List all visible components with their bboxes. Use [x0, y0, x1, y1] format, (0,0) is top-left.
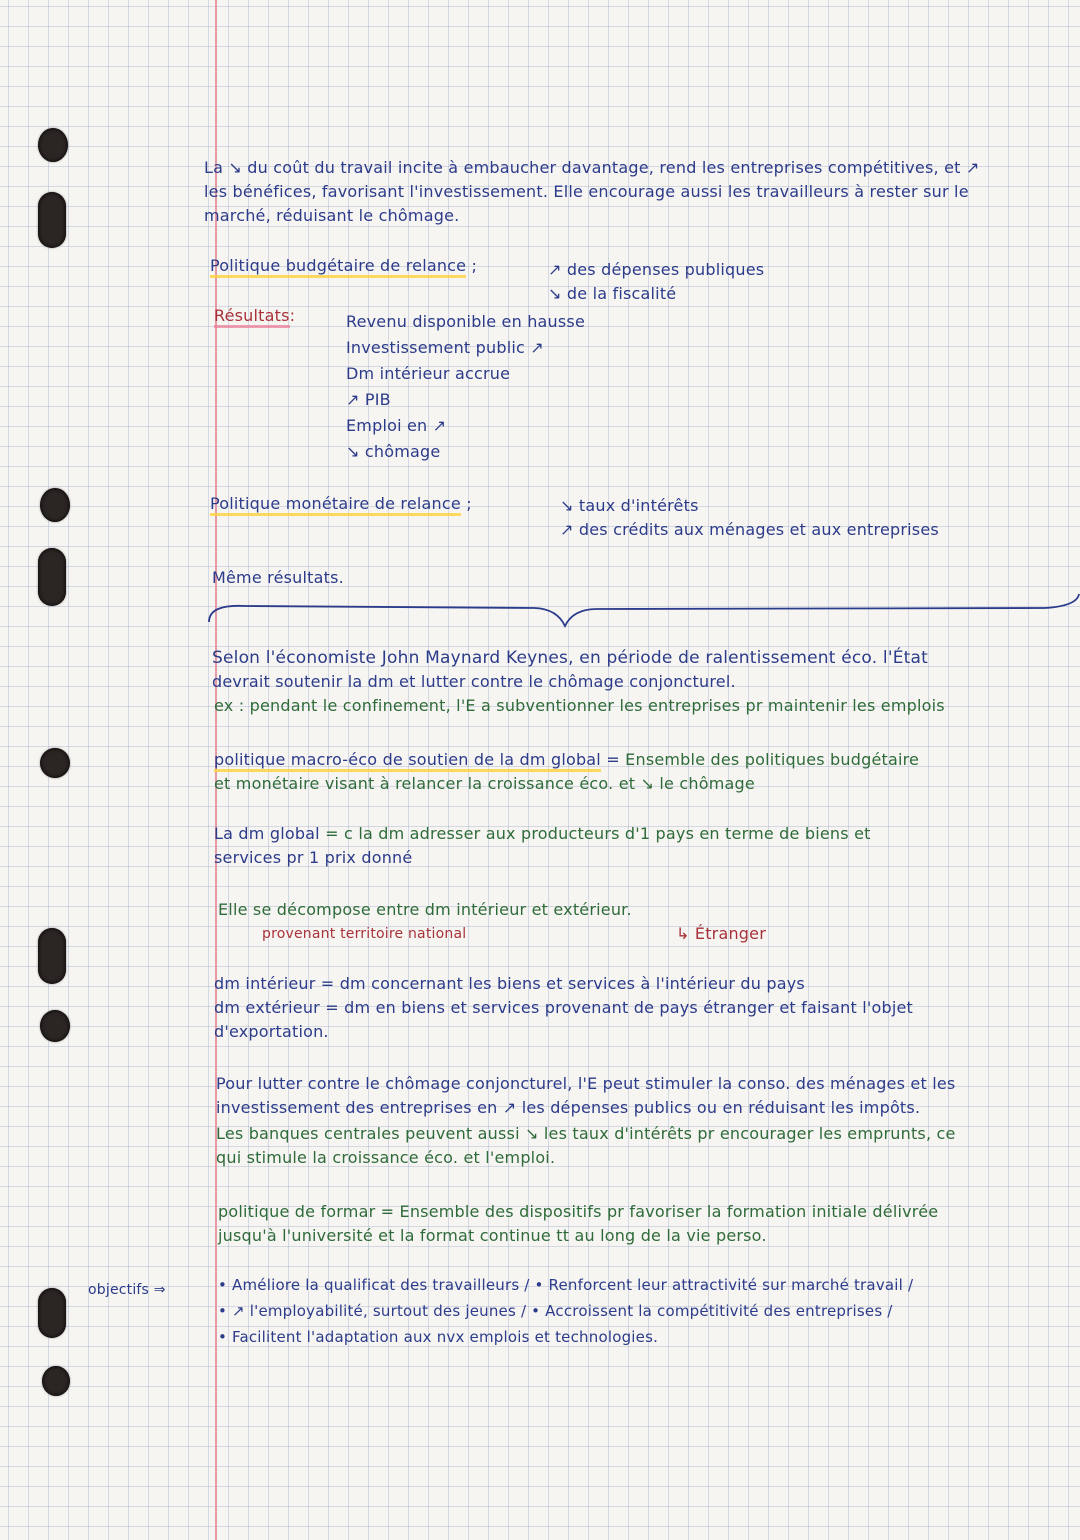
formation-def: politique de formar = Ensemble des dispositifs pr favoriser la formation initiale délivrée — [218, 1202, 939, 1221]
same-results: Même résultats. — [212, 568, 344, 587]
binder-hole — [38, 548, 66, 606]
keynes-line: Selon l'économiste John Maynard Keynes, en période de ralentissement éco. l'État — [212, 648, 929, 668]
result-item: Dm intérieur accrue — [346, 364, 511, 383]
objectives-label: objectifs ⇒ — [88, 1282, 166, 1298]
fight-line: investissement des entreprises en ↗ les dépenses publics ou en réduisant les impôts. — [216, 1098, 921, 1117]
brace-separator — [205, 592, 1080, 632]
result-item: Revenu disponible en hausse — [346, 312, 585, 331]
binder-hole — [38, 128, 68, 162]
monetary-policy-sep: ; — [466, 494, 472, 513]
result-item: ↘ chômage — [346, 442, 441, 461]
fight-line: Pour lutter contre le chômage conjoncturel, l'E peut stimuler la conso. des ménages et les — [216, 1074, 956, 1093]
result-item: Investissement public ↗ — [346, 338, 544, 357]
fight-line: qui stimule la croissance éco. et l'emploi. — [216, 1148, 556, 1167]
intro-line: marché, réduisant le chômage. — [204, 206, 460, 225]
monetary-policy-title — [210, 494, 472, 513]
objective-line: • ↗ l'employabilité, surtout des jeunes / • Accroissent la compétitivité des entreprises / — [218, 1302, 893, 1320]
dm-global-term: La dm global — [214, 824, 320, 843]
keynes-example: ex : pendant le confinement, l'E a subventionner les entreprises pr maintenir les emplois — [214, 696, 945, 715]
results-sep: : — [289, 306, 296, 325]
result-item: Emploi en ↗ — [346, 416, 447, 435]
budget-policy-label: Politique budgétaire de relance — [210, 256, 466, 278]
macro-def-line1: Ensemble des politiques budgétaire — [625, 750, 920, 769]
monetary-item: ↗ des crédits aux ménages et aux entreprises — [560, 520, 939, 539]
formation-def: jusqu'à l'université et la format continue tt au long de la vie perso. — [218, 1226, 767, 1245]
monetary-item: ↘ taux d'intérêts — [560, 496, 699, 515]
intro-line: La ↘ du coût du travail incite à embaucher davantage, rend les entreprises compétitives, et ↗ — [204, 158, 980, 177]
keynes-line: devrait soutenir la dm et lutter contre le chômage conjoncturel. — [212, 672, 736, 691]
binder-hole — [38, 928, 66, 984]
budget-policy-sep: ; — [471, 256, 478, 275]
budget-item: ↘ de la fiscalité — [548, 284, 677, 303]
fight-line: Les banques centrales peuvent aussi ↘ les taux d'intérêts pr encourager les emprunts, ce — [216, 1124, 956, 1143]
results-label: Résultats — [214, 306, 290, 328]
dm-global-def — [214, 824, 871, 843]
note-exterior: ↳ Étranger — [676, 924, 766, 943]
binder-hole — [40, 488, 70, 522]
binder-hole — [38, 1288, 66, 1338]
macro-def-line2: et monétaire visant à relancer la croissance éco. et ↘ le chômage — [214, 774, 755, 793]
binder-hole — [40, 1010, 70, 1042]
dm-interior-def: dm intérieur = dm concernant les biens et services à l'intérieur du pays — [214, 974, 805, 993]
binder-hole — [42, 1366, 70, 1396]
budget-policy-title — [210, 256, 477, 275]
dm-global-line2: services pr 1 prix donné — [214, 848, 413, 867]
dm-exterior-def-cont: d'exportation. — [214, 1022, 329, 1041]
monetary-policy-label: Politique monétaire de relance — [210, 494, 461, 516]
binder-hole — [40, 748, 70, 778]
macro-term: politique macro-éco de soutien de la dm global — [214, 750, 601, 772]
objective-line: • Facilitent l'adaptation aux nvx emplois et technologies. — [218, 1328, 659, 1346]
intro-line: les bénéfices, favorisant l'investissement. Elle encourage aussi les travailleurs à rester sur le — [204, 182, 969, 201]
budget-item: ↗ des dépenses publiques — [548, 260, 765, 279]
dm-exterior-def: dm extérieur = dm en biens et services provenant de pays étranger et faisant l'objet — [214, 998, 914, 1017]
decomposition-line: Elle se décompose entre dm intérieur et extérieur. — [218, 900, 632, 919]
macro-eq: = — [606, 750, 620, 769]
objective-line: • Améliore la qualificat des travailleurs / • Renforcent leur attractivité sur marché travail / — [218, 1276, 914, 1294]
dm-global-line1: = c la dm adresser aux producteurs d'1 pays en terme de biens et — [325, 824, 871, 843]
result-item: ↗ PIB — [346, 390, 391, 409]
macro-definition — [214, 750, 919, 769]
results-title — [214, 306, 295, 325]
note-interior: provenant territoire national — [262, 926, 467, 942]
binder-hole — [38, 192, 66, 248]
